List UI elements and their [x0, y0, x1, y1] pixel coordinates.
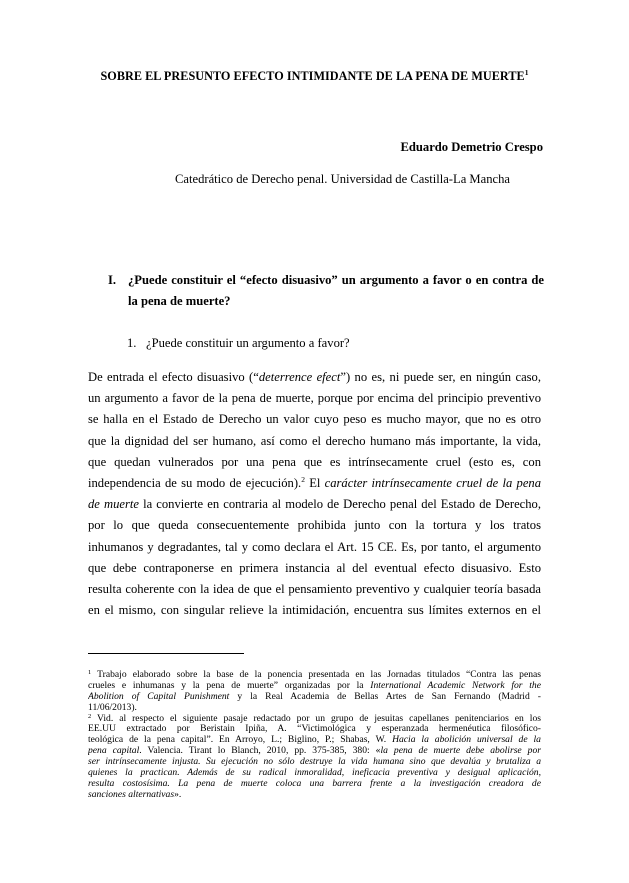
- body-line: que quedan vulnerados por una pena que es intrínsecamente cruel (esto es, con: [88, 454, 541, 469]
- footnote-text: crueles e inhumanas y la pena de muerte” organizadas por la: [88, 680, 371, 691]
- footnote-text: ».: [174, 789, 182, 800]
- body-text: De entrada el efecto disuasivo (“: [88, 370, 259, 384]
- footnote-2-line: [88, 768, 541, 779]
- footnote-2-line: [88, 746, 541, 757]
- footnote-text: Trabajo elaborado sobre la base de la ponencia presentada en las Jornadas titulados “Contra las penas: [91, 670, 541, 680]
- footnote-text: . Valencia. Tirant lo Blanch, 2010, pp. 375-385, 380: «: [139, 746, 381, 757]
- footnote-text: Vid. al respecto el siguiente pasaje redactado por un grupo de jesuitas capellanes penitenciarios en los: [91, 713, 541, 724]
- paper-title-text: SOBRE EL PRESUNTO EFECTO INTIMIDANTE DE LA PENA DE MUERTE: [100, 69, 525, 83]
- footnote-2-line: [88, 790, 541, 801]
- body-line: un argumento a favor de la pena de muerte, porque por encima del principio preventivo: [88, 391, 541, 406]
- body-line: por lo que queda consecuentemente prohibida junto con la tortura y los tratos: [88, 518, 541, 533]
- footnote-italic-text: Hacia la abolición universal de la: [392, 735, 541, 746]
- footnote-1-line: [88, 681, 541, 692]
- footnote-text: teológica de la pena capital”. En Arroyo, L.; Biglino, P.; Shabas, W.: [88, 735, 393, 746]
- subsection-heading: [127, 336, 350, 351]
- footnote-italic-text: ser intrínsecamente injusta. Su ejecución no sólo destruye la vida humana sino que devalúa y brutaliza a: [88, 757, 541, 768]
- footnote-1-line: [88, 670, 541, 681]
- body-line: inhumanos y degradantes, tal y como declara el Art. 15 CE. Es, por tanto, el argumento: [88, 539, 541, 554]
- footnote-marker-1: 1: [88, 670, 92, 676]
- body-text: independencia de su modo de ejecución).: [88, 475, 302, 490]
- body-line: resulta coherente con la idea de que el pensamiento preventivo y cualquier teoría basada: [88, 581, 541, 596]
- footnote-italic-text: la pena de muerte debe abolirse por: [380, 746, 541, 757]
- footnote-2-line: EE.UU extractado por Beristain Ipiña, A. “Victimológica y esperanzada hermenéutica filosófico-: [88, 724, 541, 735]
- footnote-2-line: [88, 714, 541, 725]
- body-line: en el mismo, con singular relieve la intimidación, encuentra sus límites externos en el: [88, 603, 541, 618]
- body-italic-text: deterrence efect: [258, 370, 341, 384]
- body-line: [88, 367, 541, 388]
- section-heading-line-2: la pena de muerte?: [128, 294, 231, 308]
- author-name: Eduardo Demetrio Crespo: [400, 140, 543, 154]
- body-line: [88, 494, 541, 515]
- footnote-marker-2: 2: [88, 713, 92, 720]
- paper-title: [0, 69, 629, 84]
- footnote-text: y la Real Academia de Bellas Artes de San Fernando (Madrid -: [229, 691, 541, 702]
- author-affiliation: Catedrático de Derecho penal. Universidad de Castilla-La Mancha: [175, 172, 510, 186]
- body-text: la convierte en contraria al modelo de Derecho penal del Estado de Derecho,: [138, 497, 541, 512]
- section-heading-line-1: ¿Puede constituir el “efecto disuasivo” un argumento a favor o en contra de: [128, 273, 544, 287]
- footnote-italic-text: Abolition of Capital Punishment: [88, 691, 230, 702]
- footnote-italic-text: pena capital: [88, 746, 140, 757]
- footnote-italic-text: International Academic Network for the: [370, 680, 541, 691]
- footnote-1-line: 11/06/2013).: [88, 702, 137, 713]
- section-number: I.: [108, 273, 117, 287]
- body-text: El: [304, 475, 325, 490]
- footnote-italic-text: resulta costosísima. La pena de muerte coloca una barrera frente a la investigación creadora de: [88, 778, 541, 789]
- body-text: ”) no es, ni puede ser, en ningún caso,: [340, 370, 541, 384]
- footnote-italic-text: quienes la practican. Además de su radical inmoralidad, ineficacia preventiva y desigual aplicación,: [88, 768, 541, 779]
- body-italic-text: carácter intrínsecamente cruel de la pena: [324, 475, 541, 490]
- body-paragraph: [88, 367, 541, 621]
- footnote-2-line: [88, 735, 541, 746]
- section-heading: [108, 270, 548, 312]
- body-line: se halla en el Estado de Derecho un valor cuyo peso es mucho mayor, que no es otro: [88, 412, 541, 427]
- body-line: [88, 473, 541, 494]
- footnote-ref-2[interactable]: 2: [301, 474, 305, 484]
- subsection-number: 1.: [127, 336, 137, 350]
- footnote-separator: [88, 653, 244, 654]
- footnote-ref-1[interactable]: 1: [524, 68, 529, 77]
- footnote-2-line: [88, 779, 541, 790]
- footnote-2-line: [88, 757, 541, 768]
- subsection-title: ¿Puede constituir un argumento a favor?: [146, 336, 350, 350]
- body-line: que debe contraponerse en primera instancia al del eventual efecto disuasivo. Esto: [88, 560, 541, 575]
- body-line: que la dignidad del ser humano, así como el derecho humano más importante, la vida,: [88, 433, 541, 448]
- footnote-1-line: [88, 692, 541, 703]
- footnotes: [88, 670, 541, 801]
- body-italic-text: de muerte: [88, 497, 139, 512]
- footnote-italic-text: sanciones alternativas: [88, 789, 175, 800]
